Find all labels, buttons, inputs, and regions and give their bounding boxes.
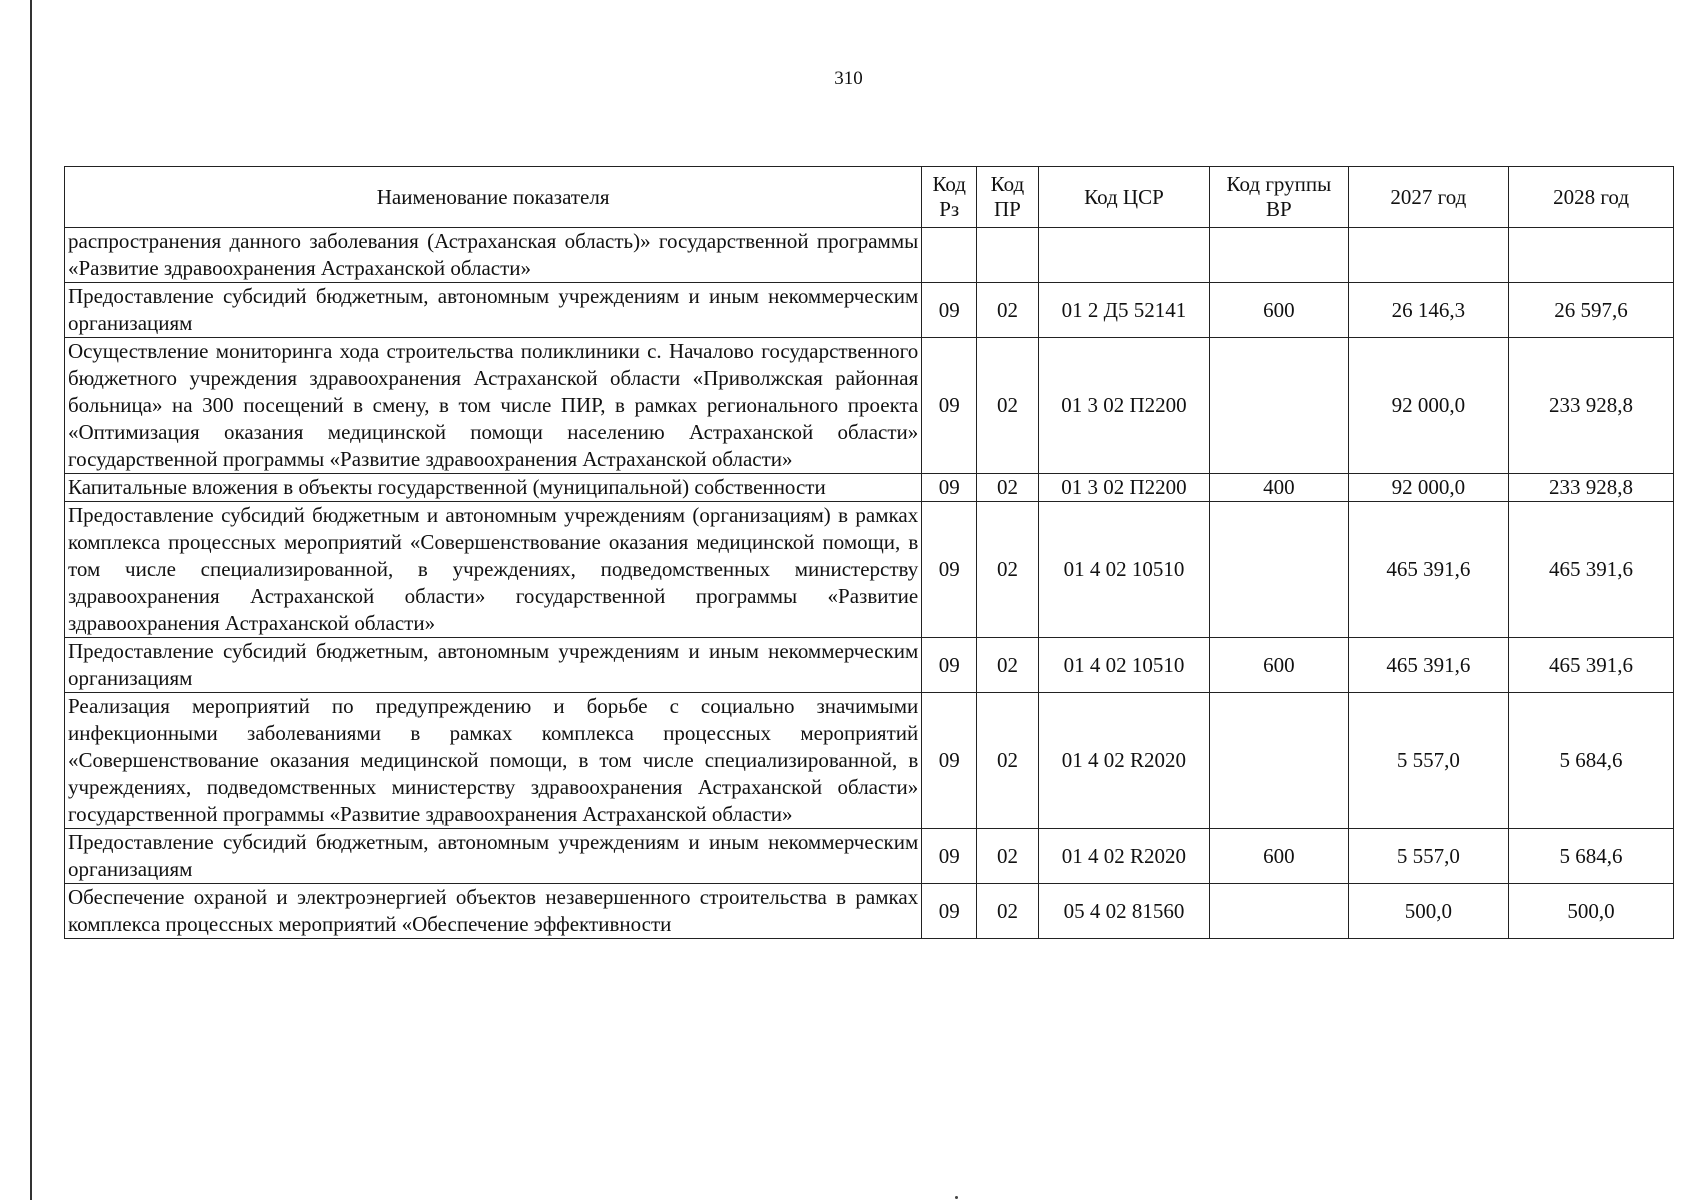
row-vr: 600	[1210, 283, 1348, 338]
row-name: Осуществление мониторинга хода строительства поликлиники с. Началово государственного бюджетного учреждения здравоохранения Астраханской области «Приволжская районная больница» на 300 посещений в смену, в том числе ПИР, в рамках регионального проекта «Оптимизация оказания медицинской помощи населению Астраханской области» государственной программы «Развитие здравоохранения Астраханской области»	[65, 338, 922, 474]
table-row	[65, 829, 1674, 884]
row-vr	[1210, 693, 1348, 829]
row-rz: 09	[922, 474, 977, 502]
row-name: Обеспечение охраной и электроэнергией объектов незавершенного строительства в рамках комплекса процессных мероприятий «Обеспечение эффективности	[65, 884, 922, 939]
row-pr: 02	[977, 829, 1039, 884]
row-pr: 02	[977, 338, 1039, 474]
row-name: Предоставление субсидий бюджетным, автономным учреждениям и иным некоммерческим организациям	[65, 283, 922, 338]
row-rz: 09	[922, 338, 977, 474]
row-vr	[1210, 338, 1348, 474]
table-row	[65, 693, 1674, 829]
row-rz: 09	[922, 884, 977, 939]
row-vr	[1210, 884, 1348, 939]
row-name: распространения данного заболевания (Астраханская область)» государственной программы «Развитие здравоохранения Астраханской области»	[65, 228, 922, 283]
row-name: Предоставление субсидий бюджетным и автономным учреждениям (организациям) в рамках комплекса процессных мероприятий «Совершенствование оказания медицинской помощи, в том числе специализированной, в учреждениях, подведомственных министерству здравоохранения Астраханской области» государственной программы «Развитие здравоохранения Астраханской области»	[65, 502, 922, 638]
row-2027	[1348, 228, 1508, 283]
budget-table	[64, 166, 1674, 939]
row-csr	[1038, 228, 1209, 283]
row-vr: 400	[1210, 474, 1348, 502]
table-row	[65, 338, 1674, 474]
scan-speck	[955, 1196, 958, 1199]
row-csr: 01 3 02 П2200	[1038, 338, 1209, 474]
row-2027: 465 391,6	[1348, 638, 1508, 693]
table-row	[65, 474, 1674, 502]
row-2028	[1509, 228, 1674, 283]
header-vr: Код группы ВР	[1210, 167, 1348, 228]
header-csr: Код ЦСР	[1038, 167, 1209, 228]
page-number: 310	[834, 68, 863, 89]
row-name: Предоставление субсидий бюджетным, автономным учреждениям и иным некоммерческим организациям	[65, 638, 922, 693]
row-csr: 01 3 02 П2200	[1038, 474, 1209, 502]
row-csr: 01 2 Д5 52141	[1038, 283, 1209, 338]
table-row	[65, 283, 1674, 338]
row-rz: 09	[922, 829, 977, 884]
row-pr: 02	[977, 638, 1039, 693]
row-csr: 01 4 02 10510	[1038, 502, 1209, 638]
row-2027: 26 146,3	[1348, 283, 1508, 338]
row-2027: 5 557,0	[1348, 829, 1508, 884]
row-vr: 600	[1210, 829, 1348, 884]
row-csr: 01 4 02 10510	[1038, 638, 1209, 693]
row-2028: 5 684,6	[1509, 829, 1674, 884]
row-name: Реализация мероприятий по предупреждению и борьбе с социально значимыми инфекционными заболеваниями в рамках комплекса процессных мероприятий «Совершенствование оказания медицинской помощи, в том числе специализированной, в учреждениях, подведомственных министерству здравоохранения Астраханской области» государственной программы «Развитие здравоохранения Астраханской области»	[65, 693, 922, 829]
row-name: Предоставление субсидий бюджетным, автономным учреждениям и иным некоммерческим организациям	[65, 829, 922, 884]
row-2027: 465 391,6	[1348, 502, 1508, 638]
row-csr: 01 4 02 R2020	[1038, 693, 1209, 829]
row-vr	[1210, 502, 1348, 638]
row-2028: 233 928,8	[1509, 338, 1674, 474]
row-2027: 500,0	[1348, 884, 1508, 939]
table-row	[65, 884, 1674, 939]
row-csr: 01 4 02 R2020	[1038, 829, 1209, 884]
row-2027: 5 557,0	[1348, 693, 1508, 829]
row-csr: 05 4 02 81560	[1038, 884, 1209, 939]
row-pr	[977, 228, 1039, 283]
row-rz: 09	[922, 693, 977, 829]
row-2028: 5 684,6	[1509, 693, 1674, 829]
table-row	[65, 638, 1674, 693]
header-name: Наименование показателя	[65, 167, 922, 228]
row-2028: 465 391,6	[1509, 638, 1674, 693]
row-2028: 26 597,6	[1509, 283, 1674, 338]
header-2027: 2027 год	[1348, 167, 1508, 228]
row-2027: 92 000,0	[1348, 338, 1508, 474]
row-2027: 92 000,0	[1348, 474, 1508, 502]
row-pr: 02	[977, 884, 1039, 939]
row-pr: 02	[977, 474, 1039, 502]
row-rz: 09	[922, 502, 977, 638]
row-pr: 02	[977, 283, 1039, 338]
row-pr: 02	[977, 693, 1039, 829]
header-2028: 2028 год	[1509, 167, 1674, 228]
row-rz	[922, 228, 977, 283]
binding-edge-line	[30, 0, 32, 1200]
row-vr: 600	[1210, 638, 1348, 693]
row-pr: 02	[977, 502, 1039, 638]
header-rz: Код Рз	[922, 167, 977, 228]
row-name: Капитальные вложения в объекты государственной (муниципальной) собственности	[65, 474, 922, 502]
row-vr	[1210, 228, 1348, 283]
table-header-row	[65, 167, 1674, 228]
row-rz: 09	[922, 283, 977, 338]
row-2028: 233 928,8	[1509, 474, 1674, 502]
row-2028: 500,0	[1509, 884, 1674, 939]
row-rz: 09	[922, 638, 977, 693]
table-row	[65, 502, 1674, 638]
table-row	[65, 228, 1674, 283]
header-pr: Код ПР	[977, 167, 1039, 228]
row-2028: 465 391,6	[1509, 502, 1674, 638]
